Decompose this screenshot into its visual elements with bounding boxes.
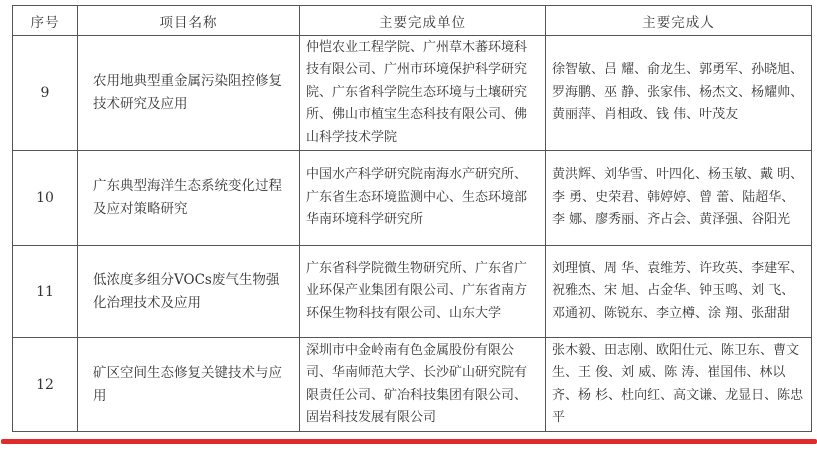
- project-name: 农用地典型重金属污染阻控修复技术研究及应用: [78, 36, 300, 151]
- table-row: [13, 36, 812, 151]
- table-row: [13, 151, 812, 246]
- main-units: 广东省科学院微生物研究所、广东省广业环保产业集团有限公司、广东省南方环保生物科技有限公司、山东大学: [300, 246, 546, 338]
- main-units: 仲恺农业工程学院、广州草木蕃环境科技有限公司、广州市环境保护科学研究院、广东省科学院生态环境与土壤研究所、佛山市植宝生态科技有限公司、佛山科学技术学院: [300, 36, 546, 151]
- project-name: 广东典型海洋生态系统变化过程及应对策略研究: [78, 151, 300, 246]
- header-main-persons: 主要完成人: [546, 6, 812, 36]
- row-no: 10: [13, 151, 78, 246]
- header-main-units: 主要完成单位: [300, 6, 546, 36]
- main-persons: 黄洪辉、刘华雪、叶四化、杨玉敏、戴 明、李 勇、史荣君、韩婷婷、曾 蕾、陆超华、李 娜、廖秀丽、齐占会、黄泽强、谷阳光: [546, 151, 812, 246]
- header-no: 序号: [13, 6, 78, 36]
- table-row: [13, 338, 812, 432]
- table-header-row: [13, 6, 812, 36]
- main-units: 中国水产科学研究院南海水产研究所、广东省生态环境监测中心、生态环境部华南环境科学研究所: [300, 151, 546, 246]
- main-units: 深圳市中金岭南有色金属股份有限公司、华南师范大学、长沙矿山研究院有限责任公司、矿冶科技集团有限公司、固岩科技发展有限公司: [300, 338, 546, 432]
- awards-table: [12, 5, 812, 432]
- main-persons: 刘理慎、周 华、袁维芳、许玫英、李建军、祝雅杰、宋 旭、占金华、钟玉鸣、刘 飞、邓通初、陈锐东、李立樽、涂 翔、张甜甜: [546, 246, 812, 338]
- table-row: [13, 246, 812, 338]
- row-no: 9: [13, 36, 78, 151]
- header-project-name: 项目名称: [78, 6, 300, 36]
- project-name: 矿区空间生态修复关键技术与应用: [78, 338, 300, 432]
- row-no: 11: [13, 246, 78, 338]
- project-name: 低浓度多组分VOCs废气生物强化治理技术及应用: [78, 246, 300, 338]
- main-persons: 徐智敏、吕 耀、俞龙生、郭勇军、孙晓旭、罗海鹏、巫 静、张家伟、杨杰文、杨耀帅、黄丽萍、肖相政、钱 伟、叶茂友: [546, 36, 812, 151]
- main-persons: 张木毅、田志刚、欧阳仕元、陈卫东、曹文生、王 俊、刘 威、陈 涛、崔国伟、林以齐、杨 杉、杜向红、高文谦、龙显日、陈忠平: [546, 338, 812, 432]
- row-no: 12: [13, 338, 78, 432]
- red-underline-divider: [1, 439, 817, 444]
